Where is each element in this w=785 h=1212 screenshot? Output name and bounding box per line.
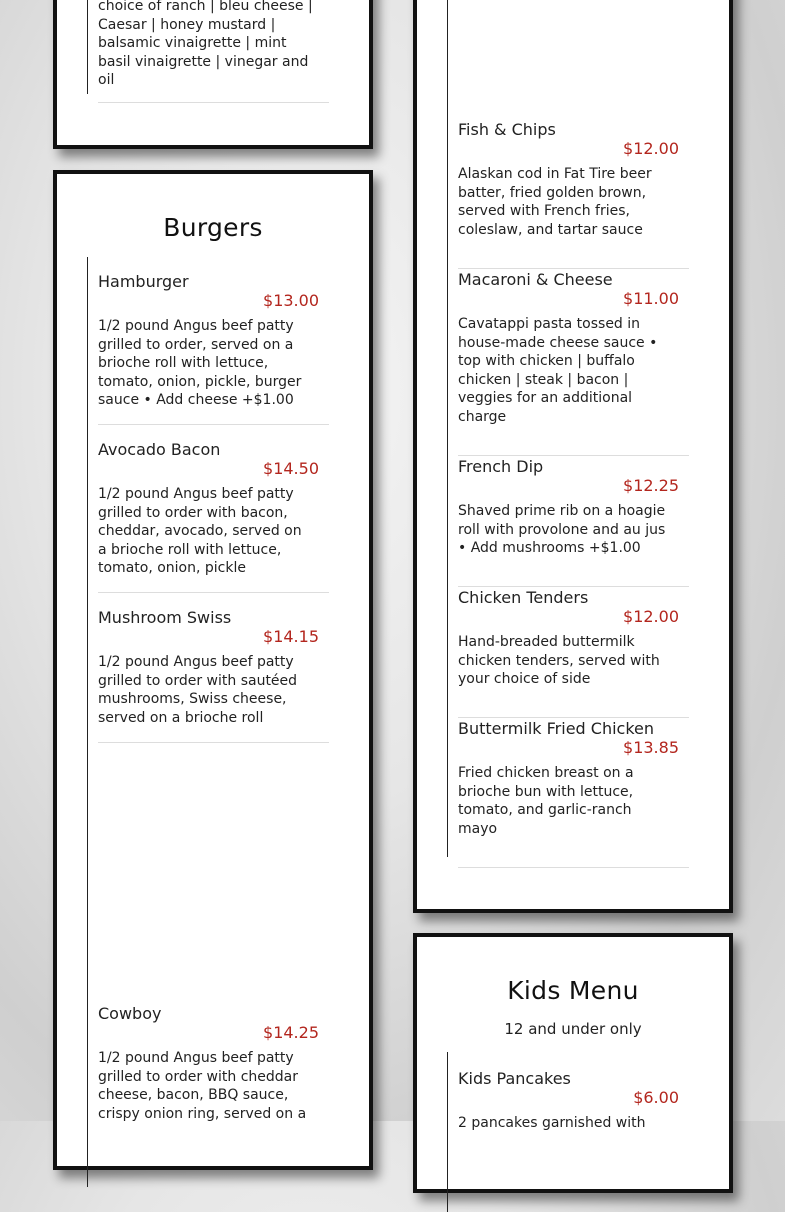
entrees-card bbox=[413, 0, 733, 913]
item-description: 1/2 pound Angus beef patty grilled to order with sautéed mushrooms, Swiss cheese, served on a brioche roll bbox=[98, 654, 298, 726]
item-name: Kids Pancakes bbox=[458, 1069, 571, 1088]
item-separator bbox=[458, 455, 689, 456]
item-description: 2 pancakes garnished with bbox=[458, 1115, 646, 1131]
item-name: Avocado Bacon bbox=[98, 440, 221, 459]
salads-dressing-text: choice of ranch | bleu cheese | Caesar | honey mustard | balsamic vinaigrette | mint basil vinaigrette | vinegar and oil bbox=[98, 0, 313, 89]
item-separator bbox=[98, 102, 329, 103]
item-name: French Dip bbox=[458, 457, 544, 476]
item-separator bbox=[98, 742, 329, 743]
item-description: Cavatappi pasta tossed in house-made cheese sauce • top with chicken | buffalo chicken | steak | bacon | veggies for an additional charge bbox=[458, 316, 658, 425]
item-price: $12.00 bbox=[623, 139, 679, 158]
item-price: $12.25 bbox=[623, 476, 679, 495]
item-price: $14.15 bbox=[263, 627, 319, 646]
item-name: Fish & Chips bbox=[458, 120, 556, 139]
item-separator bbox=[458, 586, 689, 587]
kids-menu-card bbox=[413, 933, 733, 1193]
burgers-title: Burgers bbox=[163, 213, 263, 242]
item-name: Chicken Tenders bbox=[458, 588, 589, 607]
item-separator bbox=[98, 592, 329, 593]
item-separator bbox=[458, 867, 689, 868]
item-description: 1/2 pound Angus beef patty grilled to order, served on a brioche roll with lettuce, tomato, onion, pickle, burger sauce • Add cheese +$1.00 bbox=[98, 318, 302, 409]
item-price: $14.50 bbox=[263, 459, 319, 478]
item-separator bbox=[458, 268, 689, 269]
burgers-card bbox=[53, 170, 373, 1170]
entrees-divider-line bbox=[447, 0, 448, 857]
item-description: 1/2 pound Angus beef patty grilled to order with bacon, cheddar, avocado, served on a brioche roll with lettuce, tomato, onion, pickle bbox=[98, 486, 302, 577]
item-price: $11.00 bbox=[623, 289, 679, 308]
kids-divider-line bbox=[447, 1052, 448, 1212]
item-name: Buttermilk Fried Chicken bbox=[458, 719, 655, 738]
item-name: Hamburger bbox=[98, 272, 189, 291]
kids-menu-subtitle: 12 and under only bbox=[504, 1020, 642, 1038]
salads-card bbox=[53, 0, 373, 149]
salads-divider-line bbox=[87, 0, 88, 94]
item-price: $14.25 bbox=[263, 1023, 319, 1042]
kids-menu-title: Kids Menu bbox=[507, 976, 639, 1005]
item-separator bbox=[458, 717, 689, 718]
item-name: Cowboy bbox=[98, 1004, 162, 1023]
item-price: $13.85 bbox=[623, 738, 679, 757]
item-price: $13.00 bbox=[263, 291, 319, 310]
item-separator bbox=[98, 424, 329, 425]
item-description: Shaved prime rib on a hoagie roll with provolone and au jus • Add mushrooms +$1.00 bbox=[458, 503, 666, 557]
item-price: $6.00 bbox=[633, 1088, 679, 1107]
item-name: Mushroom Swiss bbox=[98, 608, 232, 627]
item-description: Hand-breaded buttermilk chicken tenders, served with your choice of side bbox=[458, 634, 660, 688]
item-description: 1/2 pound Angus beef patty grilled to order with cheddar cheese, bacon, BBQ sauce, crispy onion ring, served on a bbox=[98, 1050, 307, 1122]
item-description: Fried chicken breast on a brioche bun with lettuce, tomato, and garlic-ranch mayo bbox=[458, 765, 634, 837]
item-description: Alaskan cod in Fat Tire beer batter, fried golden brown, served with French fries, coleslaw, and tartar sauce bbox=[458, 166, 652, 238]
item-name: Macaroni & Cheese bbox=[458, 270, 613, 289]
burgers-divider-line bbox=[87, 257, 88, 1187]
item-price: $12.00 bbox=[623, 607, 679, 626]
